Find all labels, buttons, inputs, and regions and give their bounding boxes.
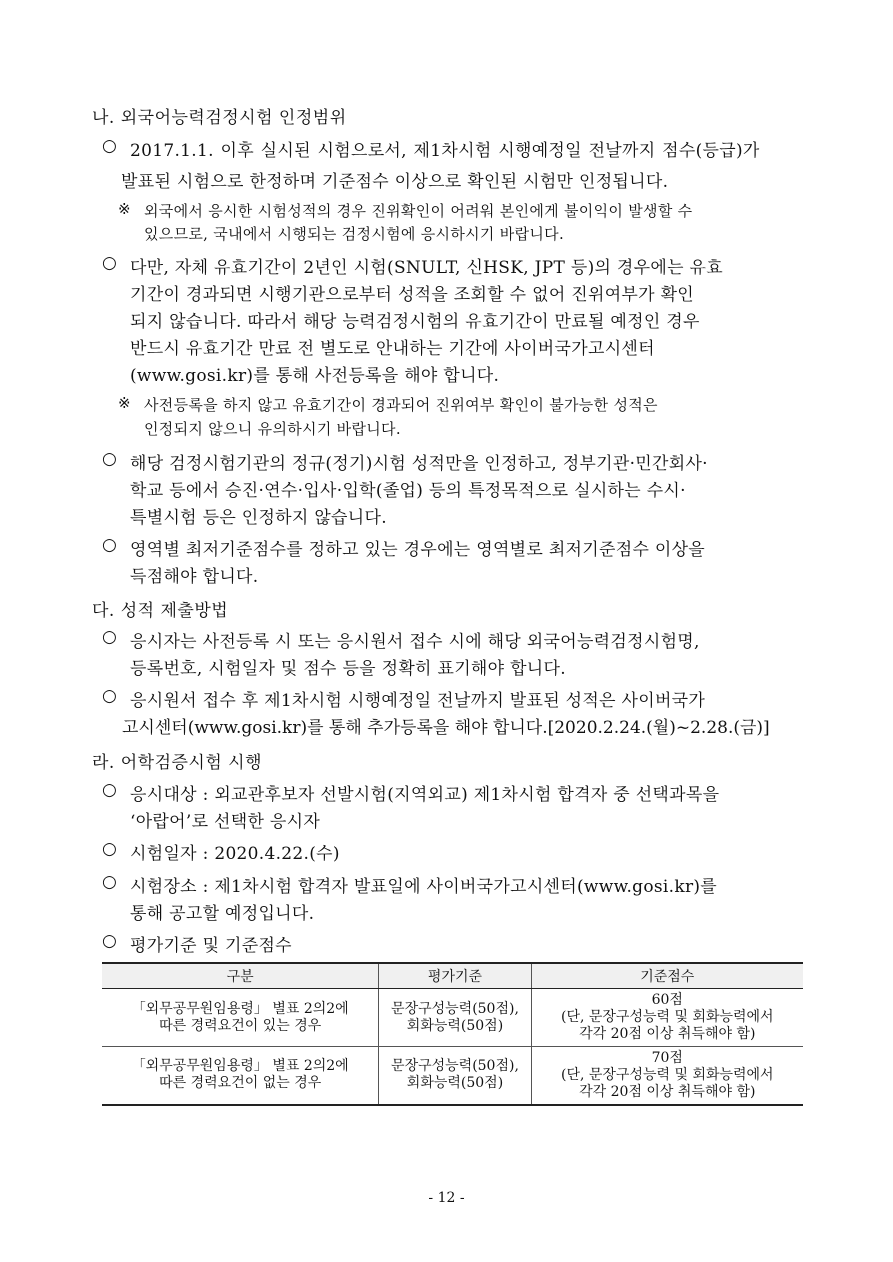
table-header-cell: 구분 (102, 963, 379, 989)
score-cell (531, 989, 803, 1047)
paragraph-line: 고시센터(www.gosi.kr)를 통해 추가등록을 해야 합니다.[2020.2.24.(월)~2.28.(금)] (122, 718, 770, 738)
note-mark-icon: ※ (118, 200, 131, 218)
cell-line: 「외무공무원임용령」 별표 2의2에 (131, 1058, 349, 1075)
bullet-icon: ○ (102, 627, 117, 647)
cell-line: 각각 20점 이상 취득해야 함) (579, 1083, 756, 1100)
cell-line: 따른 경력요건이 없는 경우 (159, 1075, 322, 1092)
table-header-cell: 평가기준 (379, 963, 531, 989)
bullet-icon: ○ (102, 839, 117, 859)
criteria-table (102, 962, 803, 1106)
paragraph-line: 반드시 유효기간 만료 전 별도로 안내하는 기간에 사이버국가고시센터 (130, 339, 655, 359)
note-line: 인정되지 않으니 유의하시기 바랍니다. (144, 420, 401, 438)
paragraph-line: 득점해야 합니다. (130, 567, 259, 587)
paragraph-line: 시험장소 : 제1차시험 합격자 발표일에 사이버국가고시센터(www.gosi.kr)를 (130, 877, 718, 897)
note-mark-icon: ※ (118, 394, 131, 412)
category-cell (102, 989, 379, 1047)
page-number: - 12 - (428, 1190, 465, 1206)
cell-line: 회화능력(50점) (406, 1017, 504, 1034)
paragraph-line: 발표된 시험으로 한정하며 기준점수 이상으로 확인된 시험만 인정됩니다. (121, 172, 669, 192)
section-heading-da: 다. 성적 제출방법 (92, 601, 229, 621)
paragraph-line: 학교 등에서 승진·연수·입사·입학(졸업) 등의 특정목적으로 실시하는 수시· (130, 481, 686, 501)
bullet-icon: ○ (102, 686, 117, 706)
paragraph-line: 시험일자 : 2020.4.22.(수) (130, 844, 340, 864)
paragraph-line: 해당 검정시험기관의 정규(정기)시험 성적만을 인정하고, 정부기관·민간회사· (130, 454, 708, 474)
paragraph-line: 응시자는 사전등록 시 또는 응시원서 접수 시에 해당 외국어능력검정시험명, (130, 632, 700, 652)
bullet-icon: ○ (102, 136, 117, 156)
paragraph-line: 평가기준 및 기준점수 (130, 936, 292, 956)
paragraph-line: (www.gosi.kr)를 통해 사전등록을 해야 합니다. (130, 366, 500, 386)
bullet-icon: ○ (102, 931, 117, 951)
table-row (102, 989, 803, 1047)
criteria-cell (379, 1047, 531, 1105)
criteria-cell (379, 989, 531, 1047)
paragraph-line: 2017.1.1. 이후 실시된 시험으로서, 제1차시험 시행예정일 전날까지 점수(등급)가 (130, 141, 760, 161)
category-cell (102, 1047, 379, 1105)
bullet-icon: ○ (102, 780, 117, 800)
note-line: 사전등록을 하지 않고 유효기간이 경과되어 진위여부 확인이 불가능한 성적은 (144, 396, 658, 414)
paragraph-line: ‘아랍어’로 선택한 응시자 (130, 812, 321, 832)
cell-line: 회화능력(50점) (406, 1075, 504, 1092)
bullet-icon: ○ (102, 872, 117, 892)
score-cell (531, 1047, 803, 1105)
cell-line: 문장구성능력(50점), (391, 1000, 519, 1017)
paragraph-line: 응시대상 : 외교관후보자 선발시험(지역외교) 제1차시험 합격자 중 선택과목을 (130, 785, 720, 805)
section-heading-na: 나. 외국어능력검정시험 인정범위 (92, 108, 347, 128)
paragraph-line: 다만, 자체 유효기간이 2년인 시험(SNULT, 신HSK, JPT 등)의 경우에는 유효 (130, 258, 723, 278)
bullet-icon: ○ (102, 253, 117, 273)
table-header-row (102, 963, 803, 989)
paragraph-line: 등록번호, 시험일자 및 점수 등을 정확히 표기해야 합니다. (130, 659, 566, 679)
bullet-icon: ○ (102, 449, 117, 469)
cell-line: 문장구성능력(50점), (391, 1058, 519, 1075)
cell-line: (단, 문장구성능력 및 회화능력에서 (560, 1009, 774, 1025)
cell-line: 따른 경력요건이 있는 경우 (159, 1017, 322, 1034)
table-row (102, 1047, 803, 1105)
paragraph-line: 특별시험 등은 인정하지 않습니다. (130, 508, 387, 528)
note-line: 있으므로, 국내에서 시행되는 검정시험에 응시하시기 바랍니다. (144, 225, 565, 243)
cell-line: 70점 (651, 1049, 683, 1066)
cell-line: 「외무공무원임용령」 별표 2의2에 (131, 1000, 349, 1017)
paragraph-line: 영역별 최저기준점수를 정하고 있는 경우에는 영역별로 최저기준점수 이상을 (130, 540, 706, 560)
table-header-cell: 기준점수 (531, 963, 803, 989)
cell-line: (단, 문장구성능력 및 회화능력에서 (560, 1066, 774, 1083)
paragraph-line: 기간이 경과되면 시행기관으로부터 성적을 조회할 수 없어 진위여부가 확인 (130, 285, 695, 305)
paragraph-line: 응시원서 접수 후 제1차시험 시행예정일 전날까지 발표된 성적은 사이버국가 (130, 691, 706, 711)
paragraph-line: 되지 않습니다. 따라서 해당 능력검정시험의 유효기간이 만료될 예정인 경우 (130, 312, 700, 332)
cell-line: 60점 (651, 992, 683, 1008)
paragraph-line: 통해 공고할 예정입니다. (130, 904, 315, 924)
cell-line: 각각 20점 이상 취득해야 함) (579, 1026, 756, 1042)
bullet-icon: ○ (102, 535, 117, 555)
note-line: 외국에서 응시한 시험성적의 경우 진위확인이 어려워 본인에게 불이익이 발생할 수 (144, 202, 693, 220)
section-heading-ra: 라. 어학검증시험 시행 (92, 753, 263, 773)
